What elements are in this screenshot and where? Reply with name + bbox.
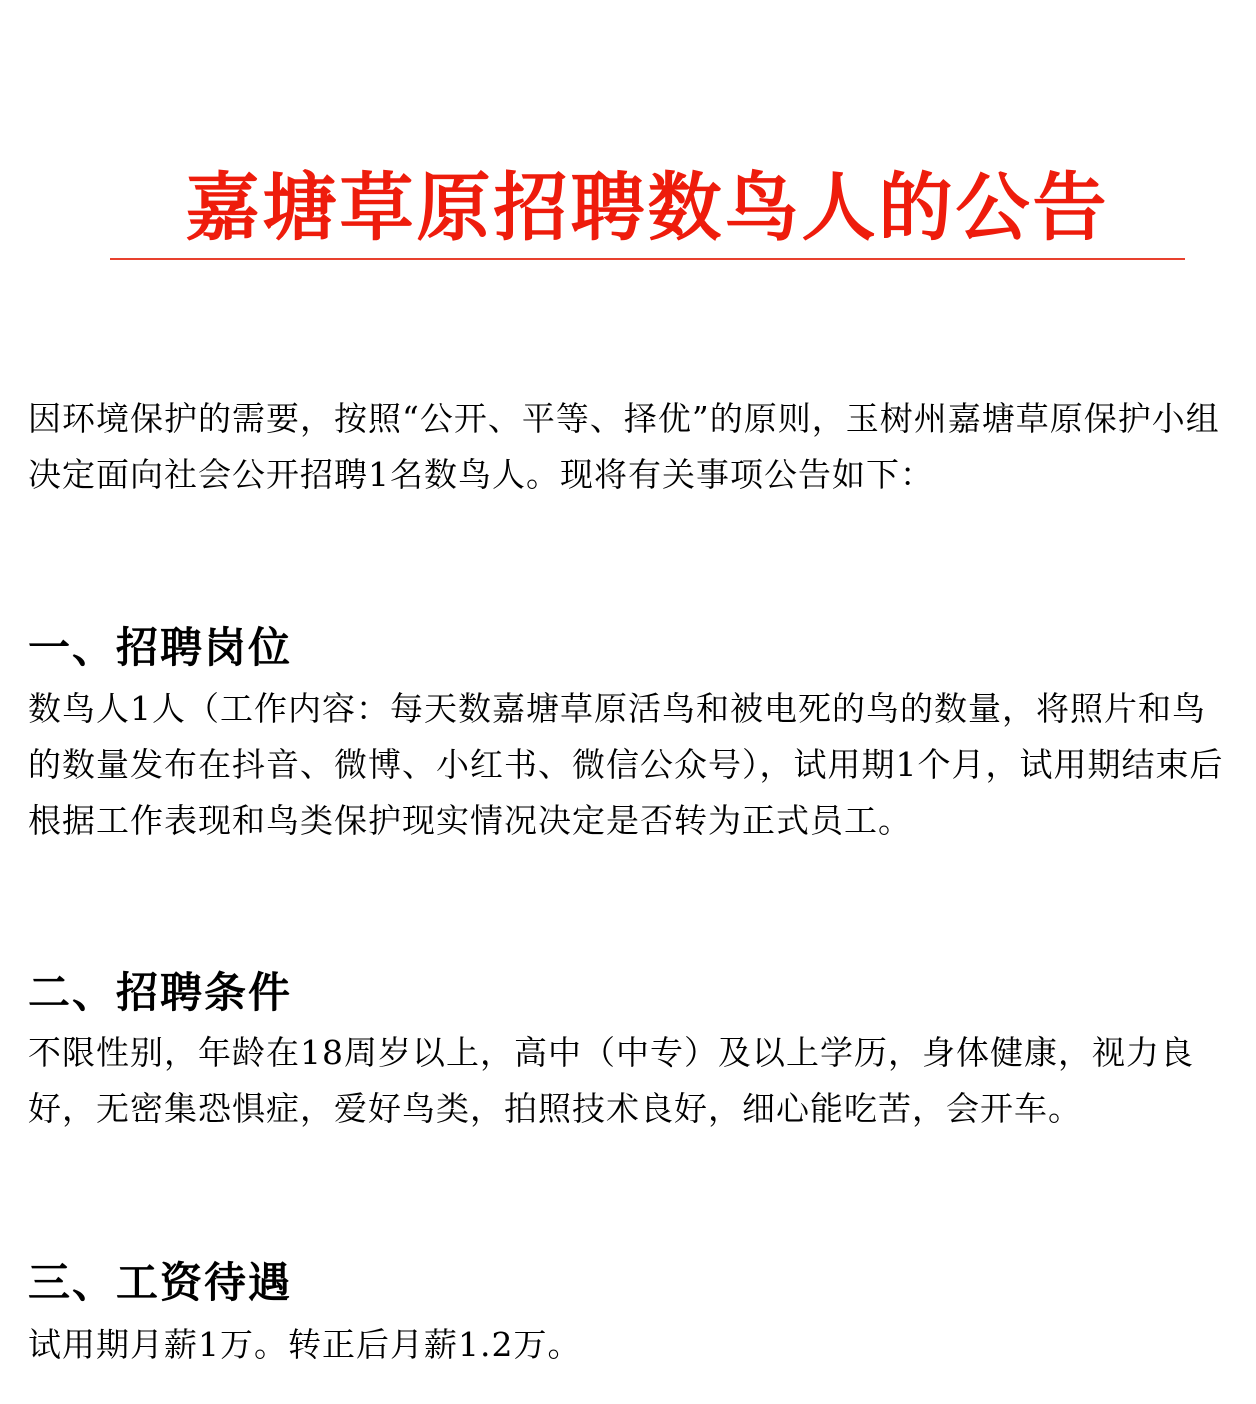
section-heading-salary: 三、工资待遇	[28, 1258, 293, 1307]
intro-paragraph	[28, 391, 1228, 503]
salary-text: 试用期月薪1万。转正后月薪1.2万。	[28, 1325, 582, 1364]
position-text: 数鸟人1人（工作内容：每天数嘉塘草原活鸟和被电死的鸟的数量，将照片和鸟的数量发布在抖音、微博、小红书、微信公众号），试用期1个月，试用期结束后根据工作表现和鸟类保护现实情况决定是否转为正式员工。	[28, 689, 1224, 840]
document-title: 嘉塘草原招聘数鸟人的公告	[185, 165, 1110, 251]
requirements-text: 不限性别，年龄在18周岁以上，高中（中专）及以上学历，身体健康，视力良好，无密集恐惧症，爱好鸟类，拍照技术良好，细心能吃苦，会开车。	[28, 1033, 1194, 1128]
section-body-salary	[28, 1317, 1228, 1373]
section-heading-position: 一、招聘岗位	[28, 623, 293, 672]
section-body-requirements	[28, 1025, 1228, 1137]
title-underline	[110, 258, 1185, 260]
section-body-position	[28, 681, 1228, 849]
section-heading-requirements: 二、招聘条件	[28, 968, 293, 1017]
intro-text: 因环境保护的需要，按照“公开、平等、择优”的原则，玉树州嘉塘草原保护小组决定面向社会公开招聘1名数鸟人。现将有关事项公告如下：	[28, 399, 1220, 494]
